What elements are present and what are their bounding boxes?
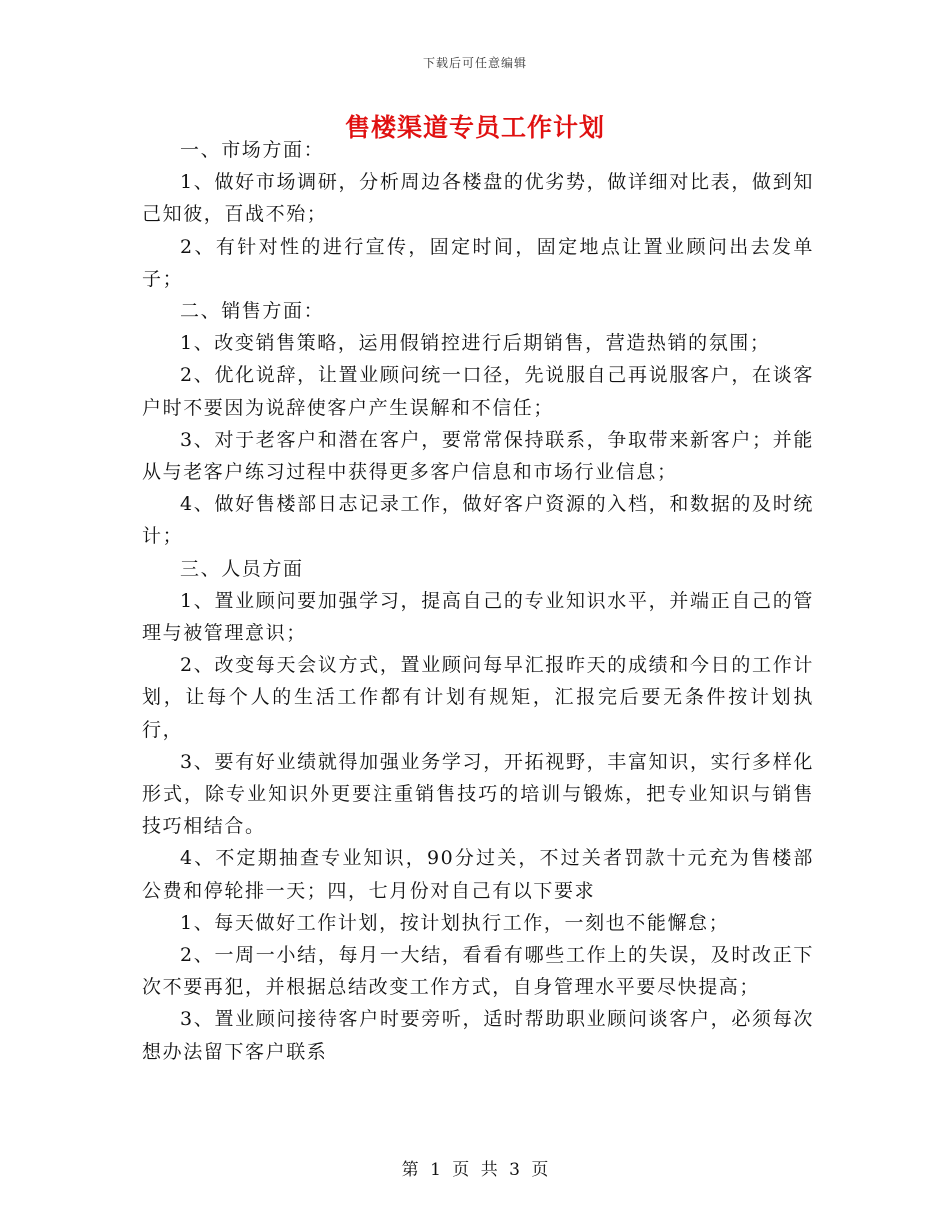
paragraph: 2、一周一小结，每月一大结，看看有哪些工作上的失误，及时改正下次不要再犯，并根据总结改变工作方式，自身管理水平要尽快提高； (142, 944, 814, 999)
paragraph: 1、改变销售策略，运用假销控进行后期销售，营造热销的氛围； (180, 332, 771, 355)
paragraph: 3、置业顾问接待客户时要旁听，适时帮助职业顾问谈客户，必须每次想办法留下客户联系 (142, 1008, 814, 1063)
paragraph: 3、要有好业绩就得加强业务学习，开拓视野，丰富知识，实行多样化形式，除专业知识外更要注重销售技巧的培训与锻炼，把专业知识与销售技巧相结合。 (142, 750, 814, 838)
paragraph: 2、有针对性的进行宣传，固定时间，固定地点让置业顾问出去发单子； (142, 235, 814, 290)
paragraph: 3、对于老客户和潜在客户，要常常保持联系，争取带来新客户；并能从与老客户练习过程中获得更多客户信息和市场行业信息； (142, 428, 814, 484)
paragraph: 4、做好售楼部日志记录工作，做好客户资源的入档，和数据的及时统计； (142, 493, 814, 548)
paragraph: 1、置业顾问要加强学习，提高自己的专业知识水平，并端正自己的管理与被管理意识； (142, 589, 814, 645)
section-heading-staff: 三、人员方面 (180, 557, 304, 580)
header-note: 下载后可任意编辑 (422, 56, 527, 70)
paragraph: 4、不定期抽查专业知识，90分过关，不过关者罚款十元充为售楼部公费和停轮排一天；四，七月份对自己有以下要求 (142, 847, 814, 902)
paragraph: 1、做好市场调研，分析周边各楼盘的优劣势，做详细对比表，做到知己知彼，百战不殆； (142, 171, 814, 226)
paragraph: 2、改变每天会议方式，置业顾问每早汇报昨天的成绩和今日的工作计划，让每个人的生活工作都有计划有规矩，汇报完后要无条件按计划执行， (142, 654, 814, 741)
document-body (142, 134, 814, 1068)
section-heading-sales: 二、销售方面： (180, 300, 325, 323)
page-footer: 第 1 页 共 3 页 (401, 1160, 549, 1180)
document-title: 售楼渠道专员工作计划 (344, 113, 605, 142)
paragraph: 2、优化说辞，让置业顾问统一口径，先说服自己再说服客户，在谈客户时不要因为说辞使客户产生误解和不信任； (142, 364, 814, 419)
section-heading-market: 一、市场方面： (180, 139, 325, 161)
paragraph: 1、每天做好工作计划，按计划执行工作，一刻也不能懈怠； (180, 911, 730, 934)
